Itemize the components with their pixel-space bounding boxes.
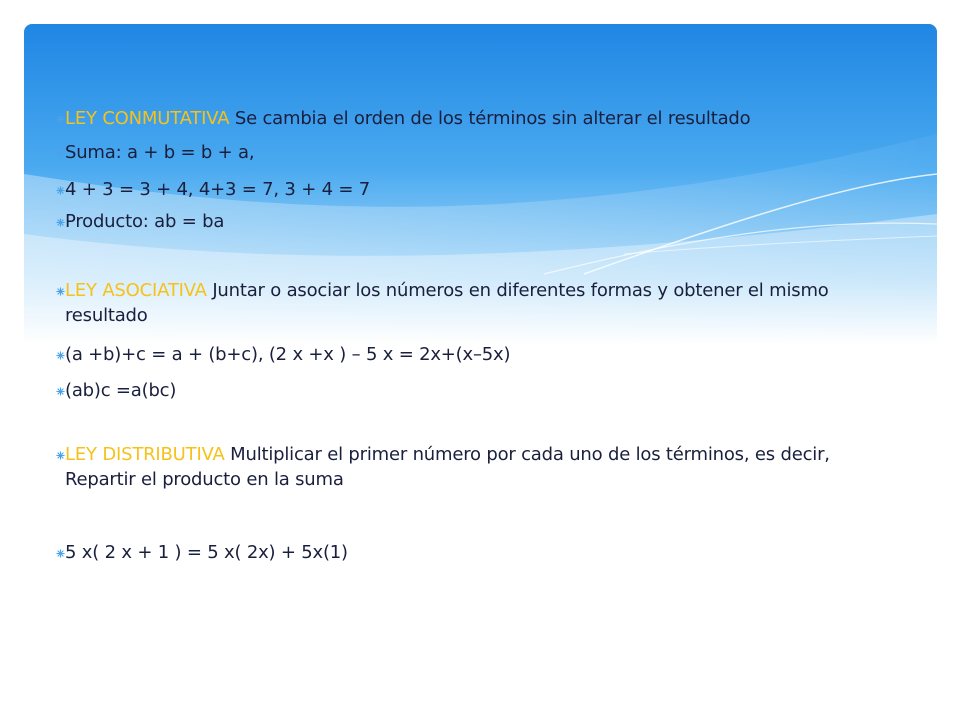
- slide: [24, 24, 937, 700]
- asterisk-bullet-icon: [56, 218, 65, 227]
- law-title: LEY ASOCIATIVA: [65, 280, 213, 301]
- law-description: Juntar o asociar los números en diferentes formas y obtener el mismo resultado: [65, 280, 829, 326]
- asterisk-bullet-icon: [56, 186, 65, 195]
- asterisk-bullet-icon: [56, 387, 65, 396]
- asterisk-bullet-icon: [56, 287, 65, 296]
- asterisk-bullet-icon: [56, 549, 65, 558]
- law-description: Multiplicar el primer número por cada uno de los términos, es decir, Repartir el producto en la suma: [65, 444, 830, 490]
- item-text: (a +b)+c = a + (b+c), (2 x +x ) – 5 x = 2x+(x–5x): [65, 344, 511, 365]
- asterisk-bullet-icon: [56, 451, 65, 460]
- law-title: LEY CONMUTATIVA: [65, 108, 235, 129]
- item-text: [65, 106, 905, 131]
- item-text: Producto: ab = ba: [65, 211, 225, 232]
- asterisk-bullet-icon: [56, 351, 65, 360]
- asterisk-bullet-icon: [56, 149, 65, 158]
- law-description: Se cambia el orden de los términos sin alterar el resultado: [234, 108, 751, 129]
- item-text: 4 + 3 = 3 + 4, 4+3 = 7, 3 + 4 = 7: [65, 179, 371, 200]
- bullet-list: [24, 24, 937, 700]
- asterisk-bullet-icon: [56, 115, 65, 124]
- item-text: [65, 442, 905, 492]
- law-title: LEY DISTRIBUTIVA: [65, 444, 231, 465]
- item-text: Suma: a + b = b + a,: [65, 142, 255, 163]
- item-text: [65, 278, 905, 328]
- item-text: (ab)c =a(bc): [65, 380, 177, 401]
- item-text: 5 x( 2 x + 1 ) = 5 x( 2x) + 5x(1): [65, 542, 348, 563]
